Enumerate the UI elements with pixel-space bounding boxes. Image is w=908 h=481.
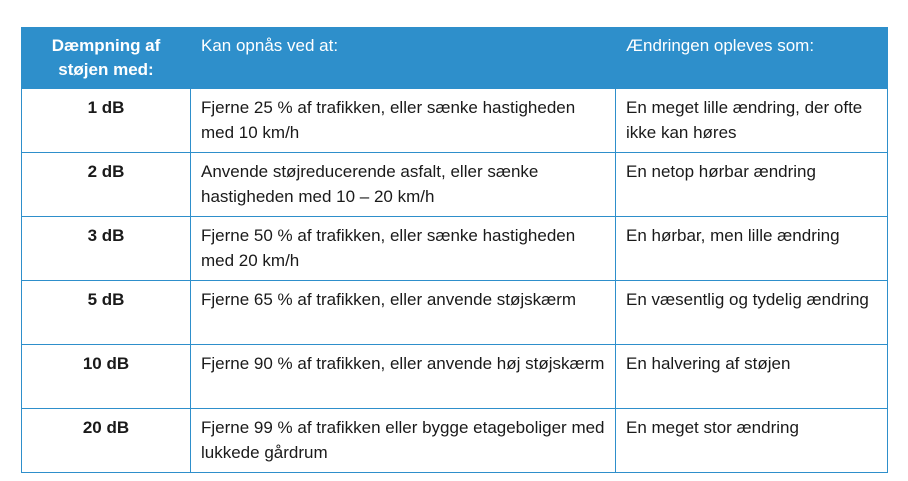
noise-reduction-table [21,27,888,473]
method-cell: Anvende støjreducerende asfalt, eller sænke hastigheden med 10 – 20 km/h [191,153,616,217]
table-row [22,217,888,281]
damping-cell: 3 dB [22,217,191,281]
table-body [22,89,888,473]
method-cell: Fjerne 50 % af trafikken, eller sænke hastigheden med 20 km/h [191,217,616,281]
method-cell: Fjerne 65 % af trafikken, eller anvende støjskærm [191,281,616,345]
table-row [22,281,888,345]
table-row [22,345,888,409]
damping-cell: 10 dB [22,345,191,409]
header-row [22,28,888,89]
perception-cell: En væsentlig og tydelig ændring [616,281,888,345]
table-header [22,28,888,89]
damping-cell: 2 dB [22,153,191,217]
perception-cell: En halvering af støjen [616,345,888,409]
damping-cell: 1 dB [22,89,191,153]
method-cell: Fjerne 90 % af trafikken, eller anvende høj støjskærm [191,345,616,409]
table-row [22,153,888,217]
header-method: Kan opnås ved at: [191,28,616,89]
perception-cell: En hørbar, men lille ændring [616,217,888,281]
header-damping: Dæmpning af støjen med: [22,28,191,89]
header-perception: Ændringen opleves som: [616,28,888,89]
table-row [22,89,888,153]
damping-cell: 5 dB [22,281,191,345]
table-row [22,409,888,473]
perception-cell: En meget stor ændring [616,409,888,473]
perception-cell: En netop hørbar ændring [616,153,888,217]
perception-cell: En meget lille ændring, der ofte ikke kan høres [616,89,888,153]
method-cell: Fjerne 99 % af trafikken eller bygge etageboliger med lukkede gårdrum [191,409,616,473]
damping-cell: 20 dB [22,409,191,473]
method-cell: Fjerne 25 % af trafikken, eller sænke hastigheden med 10 km/h [191,89,616,153]
